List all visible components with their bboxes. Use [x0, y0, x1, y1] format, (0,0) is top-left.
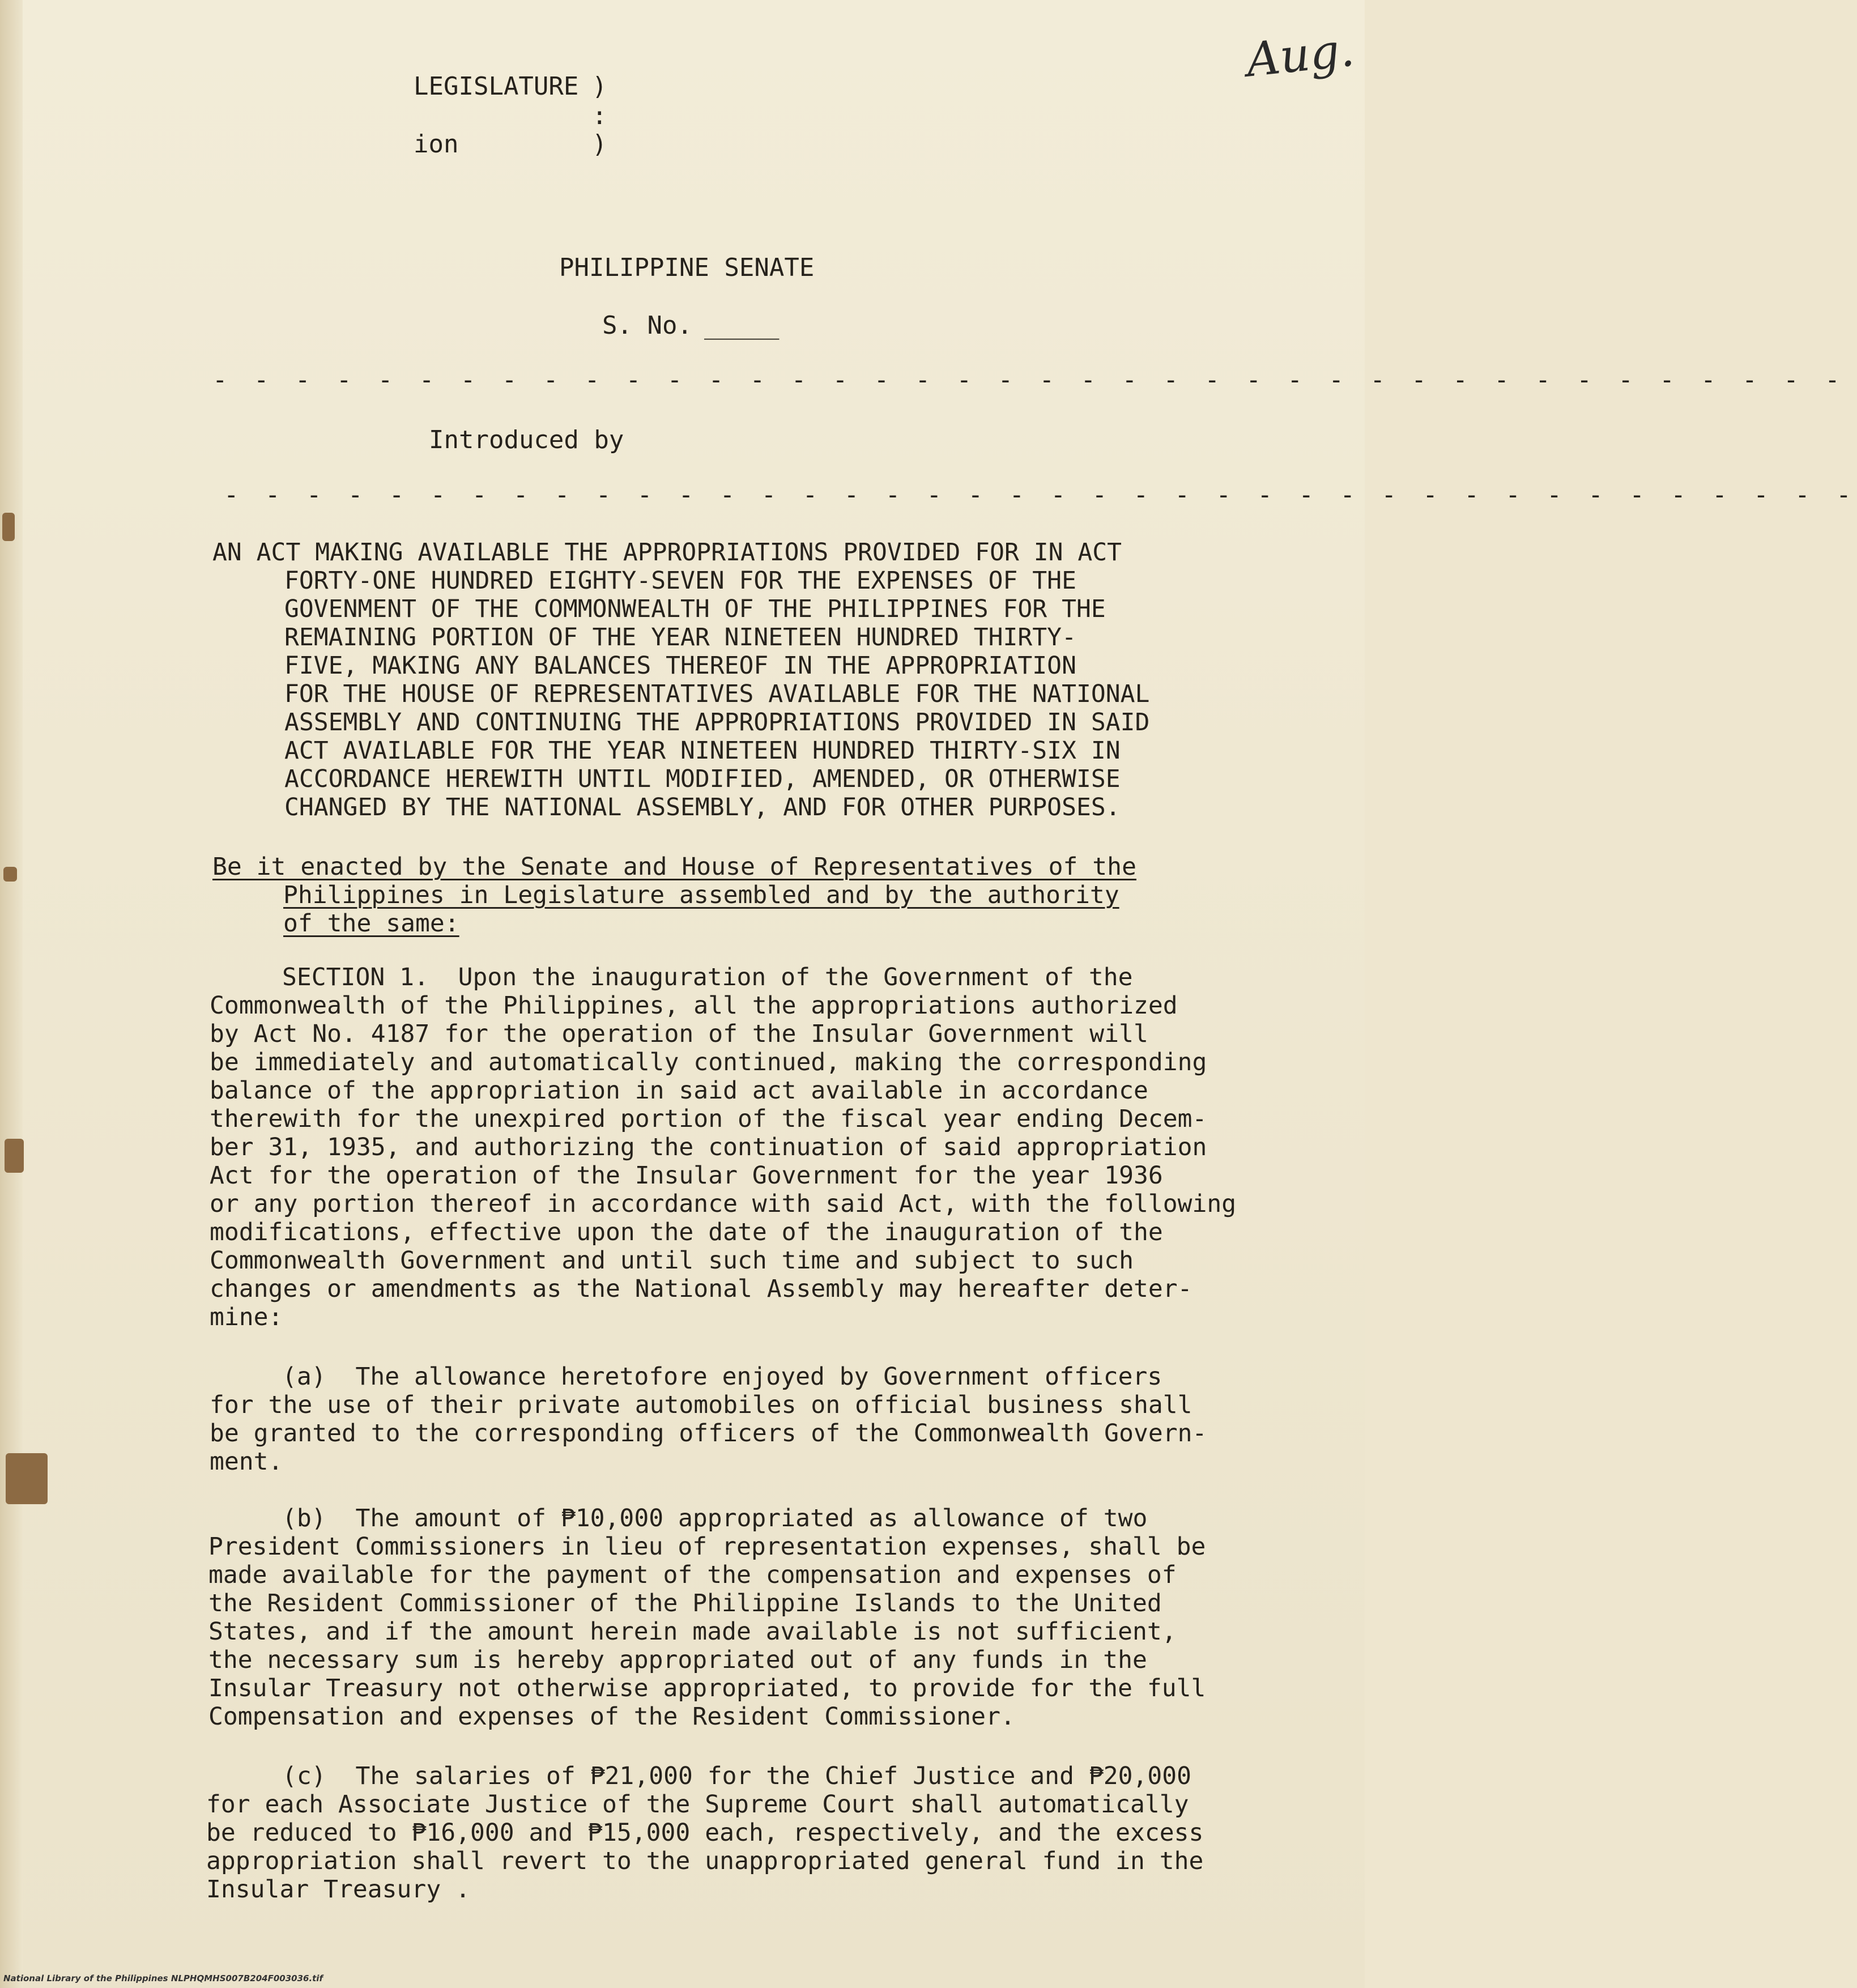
paragraph-b-line: States, and if the amount herein made available is not sufficient,: [208, 1617, 1177, 1646]
binding-tab: [2, 513, 15, 541]
enacting-clause-line: of the same:: [283, 909, 459, 938]
paragraph-b-line: the Resident Commissioner of the Philippine Islands to the United: [208, 1589, 1162, 1617]
paragraph-b-line: made available for the payment of the compensation and expenses of: [208, 1561, 1177, 1589]
bill-number-blank: _____: [704, 311, 780, 340]
paragraph-c-line: Insular Treasury .: [206, 1875, 470, 1904]
paragraph-b-line: President Commissioners in lieu of representation expenses, shall be: [208, 1532, 1206, 1561]
act-title-line: FIVE, MAKING ANY BALANCES THEREOF IN THE APPROPRIATION: [284, 652, 1076, 680]
act-title-line: ACCORDANCE HEREWITH UNTIL MODIFIED, AMENDED, OR OTHERWISE: [284, 765, 1121, 793]
act-title-line: FOR THE HOUSE OF REPRESENTATIVES AVAILABLE FOR THE NATIONAL: [284, 680, 1150, 708]
section-line: modifications, effective upon the date of the inauguration of the: [210, 1218, 1163, 1246]
bill-number-label: S. No.: [602, 311, 692, 340]
section-line: balance of the appropriation in said act available in accordance: [210, 1076, 1148, 1105]
binding-tab: [5, 1139, 24, 1173]
act-title-line: ASSEMBLY AND CONTINUING THE APPROPRIATIONS PROVIDED IN SAID: [284, 708, 1150, 737]
page-title: PHILIPPINE SENATE: [559, 253, 815, 282]
paper-edge: [0, 0, 23, 1988]
paragraph-c-line: be reduced to ₱16,000 and ₱15,000 each, respectively, and the excess: [206, 1819, 1204, 1847]
handwritten-note: Aug.: [1243, 23, 1357, 88]
section-line: ber 31, 1935, and authorizing the continuation of said appropriation: [210, 1133, 1207, 1161]
paragraph-a-line: ment.: [210, 1448, 283, 1476]
paragraph-b-line: the necessary sum is hereby appropriated out of any funds in the: [208, 1646, 1147, 1674]
binding-tab: [6, 1453, 48, 1504]
paragraph-a-line: (a) The allowance heretofore enjoyed by Government officers: [282, 1363, 1162, 1391]
section-line: therewith for the unexpired portion of the fiscal year ending Decem-: [210, 1105, 1207, 1133]
section-line: SECTION 1. Upon the inauguration of the Government of the: [282, 963, 1133, 991]
paragraph-b-line: Compensation and expenses of the Resident Commissioner.: [208, 1702, 1015, 1731]
section-line: changes or amendments as the National Assembly may hereafter deter-: [210, 1275, 1192, 1303]
binding-tab: [3, 867, 17, 882]
enacting-clause-line: Philippines in Legislature assembled and by the authority: [283, 881, 1119, 909]
paren-top: ): [592, 72, 607, 101]
section-line: Commonwealth of the Philippines, all the appropriations authorized: [210, 991, 1178, 1020]
paragraph-b-line: Insular Treasury not otherwise appropriated, to provide for the full: [208, 1674, 1206, 1702]
act-title-line: GOVENMENT OF THE COMMONWEALTH OF THE PHILIPPINES FOR THE: [284, 595, 1106, 623]
act-title-line: AN ACT MAKING AVAILABLE THE APPROPRIATIONS PROVIDED FOR IN ACT: [212, 538, 1122, 567]
section-line: mine:: [210, 1303, 283, 1331]
paragraph-b-line: (b) The amount of ₱10,000 appropriated as allowance of two: [282, 1504, 1148, 1532]
section-line: or any portion thereof in accordance with said Act, with the following: [210, 1190, 1237, 1218]
colon: :: [592, 101, 607, 130]
paren-bottom: ): [592, 130, 607, 159]
paragraph-a-line: for the use of their private automobiles on official business shall: [210, 1391, 1192, 1419]
section-line: be immediately and automatically continued, making the corresponding: [210, 1048, 1207, 1076]
act-title-line: REMAINING PORTION OF THE YEAR NINETEEN HUNDRED THIRTY-: [284, 623, 1076, 652]
paragraph-c-line: appropriation shall revert to the unappropriated general fund in the: [206, 1847, 1204, 1875]
legislature-label: LEGISLATURE: [414, 72, 579, 101]
act-title-line: FORTY-ONE HUNDRED EIGHTY-SEVEN FOR THE EXPENSES OF THE: [284, 567, 1076, 595]
section-line: Commonwealth Government and until such time and subject to such: [210, 1246, 1134, 1275]
section-line: Act for the operation of the Insular Government for the year 1936: [210, 1161, 1163, 1190]
enacting-clause-line: Be it enacted by the Senate and House of Representatives of the: [212, 853, 1136, 881]
act-title-line: CHANGED BY THE NATIONAL ASSEMBLY, AND FOR OTHER PURPOSES.: [284, 793, 1121, 821]
session-label: ion: [414, 130, 459, 159]
paragraph-a-line: be granted to the corresponding officers of the Commonwealth Govern-: [210, 1419, 1207, 1448]
separator-line: - - - - - - - - - - - - - - - - - - - - - - - - - - - - - - - - - - - - - - - -: [224, 480, 1857, 509]
separator-line: - - - - - - - - - - - - - - - - - - - - - - - - - - - - - - - - - - - - - - - -: [212, 365, 1846, 394]
section-line: by Act No. 4187 for the operation of the Insular Government will: [210, 1020, 1148, 1048]
act-title-line: ACT AVAILABLE FOR THE YEAR NINETEEN HUNDRED THIRTY-SIX IN: [284, 737, 1121, 765]
archive-footer: National Library of the Philippines NLPHQMHS007B204F003036.tif: [3, 1973, 323, 1983]
introduced-by-label: Introduced by: [429, 425, 624, 454]
paragraph-c-line: (c) The salaries of ₱21,000 for the Chief Justice and ₱20,000: [282, 1762, 1192, 1790]
paragraph-c-line: for each Associate Justice of the Supreme Court shall automatically: [206, 1790, 1189, 1819]
